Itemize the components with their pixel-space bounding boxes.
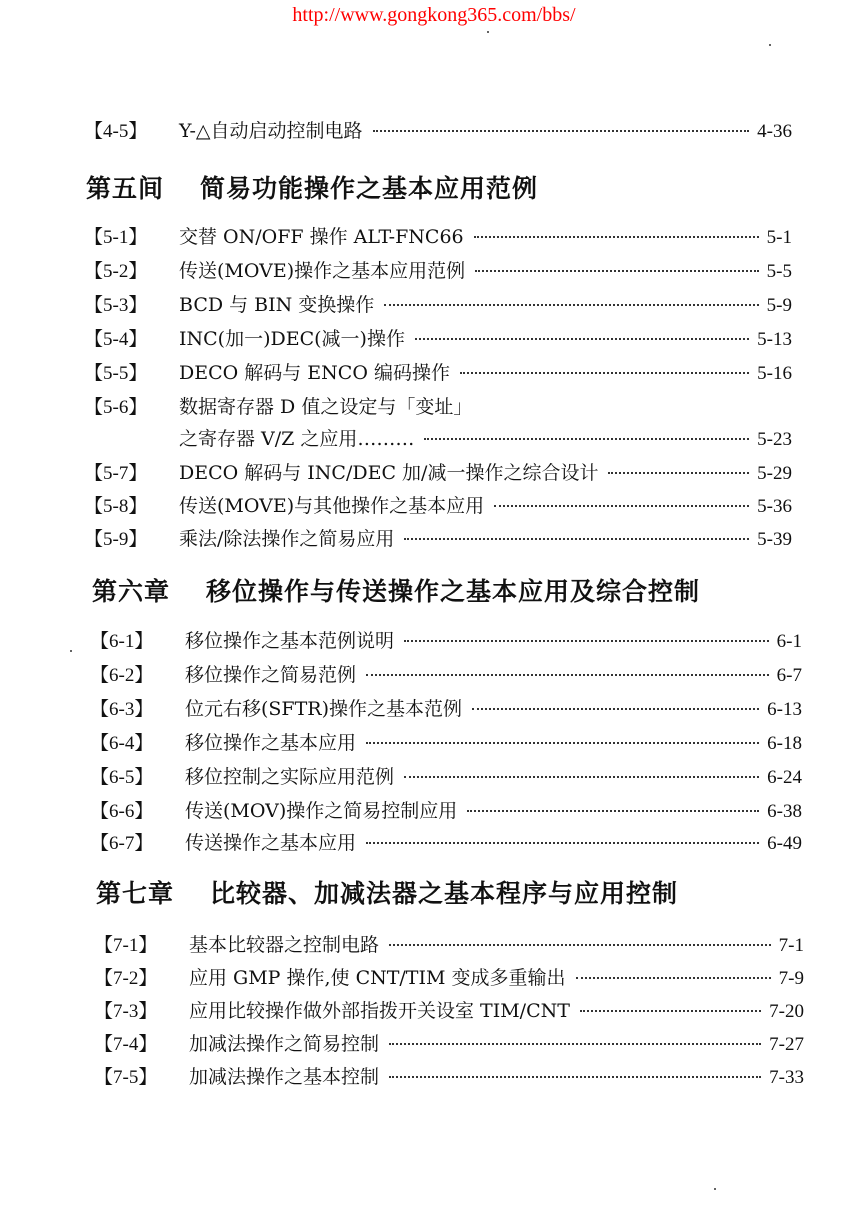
chapter-title: 比较器、加减法器之基本程序与应用控制 — [210, 879, 679, 908]
entry-title: 移位操作之简易范例 — [185, 664, 357, 686]
entry-number: 【6-6】 — [90, 801, 154, 822]
entry-page: 6-13 — [767, 699, 802, 720]
entry-page: 5-39 — [757, 529, 792, 550]
leader-dots — [389, 1043, 761, 1045]
leader-dots — [366, 742, 759, 744]
scan-speck — [714, 1188, 716, 1190]
entry-title: 传送操作之基本应用 — [185, 832, 357, 854]
entry-page: 5-5 — [766, 261, 792, 282]
toc-entry[interactable] — [84, 222, 792, 252]
entry-page: 5-36 — [757, 496, 792, 517]
entry-page: 7-20 — [769, 1001, 804, 1022]
entry-page: 6-24 — [767, 767, 802, 788]
entry-number: 【5-6】 — [84, 397, 148, 418]
entry-page: 7-9 — [778, 968, 804, 989]
leader-dots — [424, 438, 749, 440]
chapter-label: 第六章 — [92, 577, 171, 606]
entry-number: 【5-1】 — [84, 227, 148, 248]
toc-entry[interactable] — [84, 491, 792, 521]
leader-dots — [474, 236, 759, 238]
leader-dots — [373, 130, 750, 132]
entry-number: 【7-4】 — [94, 1034, 158, 1055]
entry-page: 5-1 — [766, 227, 792, 248]
entry-title: 应用比较操作做外部指拨开关设室 TIM/CNT — [189, 1000, 570, 1022]
leader-dots — [494, 505, 749, 507]
chapter-label: 第七章 — [96, 879, 175, 908]
entry-page: 7-33 — [769, 1067, 804, 1088]
entry-title: 位元右移(SFTR)操作之基本范例 — [185, 698, 463, 720]
entry-page: 4-36 — [757, 121, 792, 142]
toc-entry[interactable] — [84, 392, 792, 422]
chapter-heading — [92, 572, 700, 608]
entry-title: 传送(MOVE)操作之基本应用范例 — [179, 260, 466, 282]
chapter-title: 简易功能操作之基本应用范例 — [200, 174, 539, 203]
entry-title: Y-△自动启动控制电路 — [179, 120, 363, 142]
entry-number: 【6-5】 — [90, 767, 154, 788]
toc-entry[interactable] — [90, 796, 802, 826]
entry-number: 【5-4】 — [84, 329, 148, 350]
toc-entry[interactable] — [94, 963, 804, 993]
entry-number: 【6-3】 — [90, 699, 154, 720]
entry-page: 7-27 — [769, 1034, 804, 1055]
toc-entry[interactable] — [94, 1029, 804, 1059]
entry-page: 6-38 — [767, 801, 802, 822]
entry-page: 6-7 — [776, 665, 802, 686]
toc-entry[interactable] — [84, 256, 792, 286]
chapter-heading — [86, 169, 538, 205]
entry-number: 【7-3】 — [94, 1001, 158, 1022]
entry-number: 【7-2】 — [94, 968, 158, 989]
entry-page: 6-49 — [767, 833, 802, 854]
entry-page: 7-1 — [778, 935, 804, 956]
entry-title: 基本比较器之控制电路 — [189, 934, 380, 956]
toc-entry[interactable] — [84, 116, 792, 146]
leader-dots — [415, 338, 749, 340]
header-url[interactable]: http://www.gongkong365.com/bbs/ — [292, 4, 576, 26]
entry-title: 移位操作之基本范例说明 — [185, 630, 395, 652]
entry-number: 【6-7】 — [90, 833, 154, 854]
toc-entry[interactable] — [94, 930, 804, 960]
leader-dots — [460, 372, 749, 374]
toc-entry-continuation[interactable] — [84, 424, 792, 454]
entry-number: 【4-5】 — [84, 121, 148, 142]
toc-entry[interactable] — [90, 694, 802, 724]
entry-number: 【5-9】 — [84, 529, 148, 550]
entry-title: BCD 与 BIN 变换操作 — [179, 294, 375, 316]
toc-entry[interactable] — [84, 458, 792, 488]
entry-title: 传送(MOVE)与其他操作之基本应用 — [179, 495, 485, 517]
leader-dots — [389, 1076, 761, 1078]
leader-dots — [404, 640, 769, 642]
entry-page: 6-1 — [776, 631, 802, 652]
entry-page: 6-18 — [767, 733, 802, 754]
entry-title: 之寄存器 V/Z 之应用……… — [179, 428, 415, 450]
entry-page: 5-9 — [766, 295, 792, 316]
leader-dots — [475, 270, 759, 272]
toc-entry[interactable] — [84, 358, 792, 388]
entry-page: 5-29 — [757, 463, 792, 484]
entry-number: 【6-1】 — [90, 631, 154, 652]
toc-entry[interactable] — [84, 290, 792, 320]
entry-number: 【7-5】 — [94, 1067, 158, 1088]
leader-dots — [576, 977, 771, 979]
toc-entry[interactable] — [90, 626, 802, 656]
entry-number: 【5-3】 — [84, 295, 148, 316]
chapter-heading — [96, 874, 678, 910]
entry-title: 加减法操作之简易控制 — [189, 1033, 380, 1055]
toc-entry[interactable] — [90, 728, 802, 758]
toc-entry[interactable] — [90, 828, 802, 858]
entry-title: 移位控制之实际应用范例 — [185, 766, 395, 788]
toc-entry[interactable] — [84, 524, 792, 554]
leader-dots — [608, 472, 749, 474]
leader-dots — [389, 944, 771, 946]
entry-page: 5-13 — [757, 329, 792, 350]
toc-entry[interactable] — [90, 762, 802, 792]
entry-title: 移位操作之基本应用 — [185, 732, 357, 754]
entry-title: 应用 GMP 操作,使 CNT/TIM 变成多重输出 — [189, 967, 566, 989]
leader-dots — [404, 538, 749, 540]
entry-title: 数据寄存器 D 值之设定与「变址」 — [179, 396, 473, 418]
entry-title: DECO 解码与 ENCO 编码操作 — [179, 362, 450, 384]
leader-dots — [404, 776, 759, 778]
entry-title: 交替 ON/OFF 操作 ALT-FNC66 — [179, 226, 464, 248]
leader-dots — [472, 708, 759, 710]
entry-title: 乘法/除法操作之简易应用 — [179, 528, 395, 550]
leader-dots — [366, 842, 759, 844]
scan-speck — [487, 31, 489, 33]
entry-number: 【6-4】 — [90, 733, 154, 754]
leader-dots — [580, 1010, 761, 1012]
toc-entry[interactable] — [84, 324, 792, 354]
leader-dots — [384, 304, 758, 306]
leader-dots — [467, 810, 759, 812]
scan-speck — [769, 44, 771, 46]
entry-number: 【6-2】 — [90, 665, 154, 686]
entry-title: 传送(MOV)操作之简易控制应用 — [185, 800, 458, 822]
toc-entry[interactable] — [94, 1062, 804, 1092]
entry-title: INC(加一)DEC(减一)操作 — [179, 328, 405, 350]
entry-number: 【5-8】 — [84, 496, 148, 517]
entry-number: 【7-1】 — [94, 935, 158, 956]
entry-number: 【5-5】 — [84, 363, 148, 384]
chapter-label: 第五间 — [86, 174, 165, 203]
toc-entry[interactable] — [90, 660, 802, 690]
entry-number: 【5-2】 — [84, 261, 148, 282]
toc-entry[interactable] — [94, 996, 804, 1026]
leader-dots — [366, 674, 769, 676]
entry-number: 【5-7】 — [84, 463, 148, 484]
scan-speck — [70, 650, 72, 652]
entry-page: 5-16 — [757, 363, 792, 384]
entry-title: 加减法操作之基本控制 — [189, 1066, 380, 1088]
entry-page: 5-23 — [757, 429, 792, 450]
chapter-title: 移位操作与传送操作之基本应用及综合控制 — [206, 577, 701, 606]
entry-title: DECO 解码与 INC/DEC 加/减一操作之综合设计 — [179, 462, 599, 484]
